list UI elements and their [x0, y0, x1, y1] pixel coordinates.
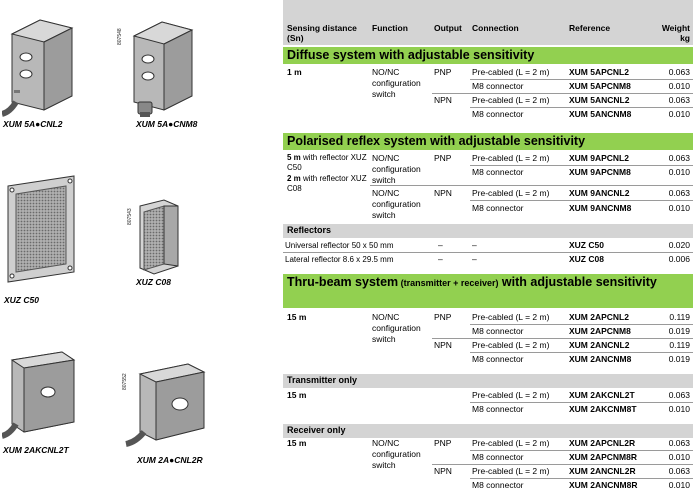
thru-row3-output: NPN [434, 340, 452, 350]
thru-row1-weight: 0.119 [669, 312, 690, 322]
reflector-row2-label: Lateral reflector 8.6 x 29.5 mm [285, 255, 394, 264]
diffuse-row1-output: PNP [434, 67, 452, 77]
polarised-row3-weight: 0.063 [668, 188, 690, 198]
polarised-d2-rest: with reflector XUZ C08 [287, 174, 367, 193]
receiver-row4-reference: XUM 2ANCNM8R [569, 480, 638, 490]
diffuse-row2-weight: 0.010 [668, 81, 690, 91]
polarised-d1-rest: with reflector XUZ C50 [287, 153, 367, 172]
sensor-image-xum2akcnl2t [2, 348, 82, 448]
header-reference: Reference [569, 23, 611, 33]
thru-row2-reference: XUM 2APCNM8 [569, 326, 631, 336]
polarised-row3-output: NPN [434, 188, 452, 198]
figure-id-b: 807548 [117, 28, 123, 45]
section-polarised-title: Polarised reflex system with adjustable sensitivity [283, 133, 693, 150]
transmitter-row2-reference: XUM 2AKCNM8T [569, 404, 637, 414]
thru-row3-connection: Pre-cabled (L = 2 m) [472, 340, 550, 350]
header-function: Function [372, 23, 408, 33]
polarised-row1-weight: 0.063 [668, 153, 690, 163]
polarised-function-pnp: NO/NC configuration switch [372, 153, 421, 185]
receiver-row1-connection: Pre-cabled (L = 2 m) [472, 438, 550, 448]
thru-distance: 15 m [287, 312, 307, 322]
diffuse-distance: 1 m [287, 67, 302, 77]
thru-title-b: with adjustable sensitivity [498, 275, 657, 289]
receiver-row3-weight: 0.063 [668, 466, 690, 476]
polarised-d2-bold: 2 m [287, 174, 301, 183]
diffuse-function: NO/NC configuration switch [372, 67, 421, 99]
section-thru-title [283, 274, 693, 308]
thru-row3-weight: 0.119 [669, 340, 690, 350]
thru-row1-output: PNP [434, 312, 452, 322]
sensor-image-xum5a-cnm8 [124, 14, 204, 124]
section-diffuse-title: Diffuse system with adjustable sensitivity [283, 47, 693, 64]
receiver-row4-weight: 0.010 [668, 480, 690, 490]
receiver-row3-output: NPN [434, 466, 452, 476]
reflector-row1-function: – [438, 240, 443, 250]
transmitter-row1-reference: XUM 2AKCNL2T [569, 390, 635, 400]
thru-row2-connection: M8 connector [472, 326, 524, 336]
thru-row4-weight: 0.019 [668, 354, 690, 364]
polarised-row3-connection: Pre-cabled (L = 2 m) [472, 188, 550, 198]
diffuse-row3-connection: Pre-cabled (L = 2 m) [472, 95, 550, 105]
caption-xum2a-cnl2r: XUM 2A●CNL2R [137, 455, 203, 465]
sensor-image-xum2a-cnl2r [124, 358, 214, 458]
receiver-row1-weight: 0.063 [668, 438, 690, 448]
polarised-row1-connection: Pre-cabled (L = 2 m) [472, 153, 550, 163]
diffuse-row3-reference: XUM 5ANCNL2 [569, 95, 630, 105]
transmitter-row1-connection: Pre-cabled (L = 2 m) [472, 390, 550, 400]
reflector-image-xuzc50 [2, 172, 82, 292]
receiver-row1-reference: XUM 2APCNL2R [569, 438, 636, 448]
header-weight: Weight kg [661, 23, 690, 43]
table-header [283, 0, 693, 45]
reflector-row2-output: – [472, 254, 477, 264]
reflector-row1-output: – [472, 240, 477, 250]
polarised-row4-weight: 0.010 [668, 203, 690, 213]
reflector-row2-function: – [438, 254, 443, 264]
polarised-row2-connection: M8 connector [472, 167, 524, 177]
caption-xuzc50: XUZ C50 [4, 295, 39, 305]
transmitter-row2-connection: M8 connector [472, 404, 524, 414]
thru-function: NO/NC configuration switch [372, 312, 421, 344]
section-transmitter-title: Transmitter only [283, 374, 693, 388]
caption-xum5a-cnl2: XUM 5A●CNL2 [3, 119, 63, 129]
transmitter-distance: 15 m [287, 390, 307, 400]
receiver-function: NO/NC configuration switch [372, 438, 421, 470]
reflector-row2-weight: 0.006 [668, 254, 690, 264]
diffuse-row2-connection: M8 connector [472, 81, 524, 91]
diffuse-row4-weight: 0.010 [668, 109, 690, 119]
caption-xum5a-cnm8: XUM 5A●CNM8 [136, 119, 198, 129]
reflector-row1-label: Universal reflector 50 x 50 mm [285, 241, 394, 250]
diffuse-row1-reference: XUM 5APCNL2 [569, 67, 629, 77]
section-receiver-title: Receiver only [283, 424, 693, 438]
thru-title-small: (transmitter + receiver) [398, 278, 499, 288]
polarised-row1-reference: XUM 9APCNL2 [569, 153, 629, 163]
receiver-row2-connection: M8 connector [472, 452, 524, 462]
polarised-row4-connection: M8 connector [472, 203, 524, 213]
receiver-distance: 15 m [287, 438, 307, 448]
caption-xuzc08: XUZ C08 [136, 277, 171, 287]
thru-row2-weight: 0.019 [668, 326, 690, 336]
transmitter-row1-weight: 0.063 [668, 390, 690, 400]
reflector-row2-reference: XUZ C08 [569, 254, 604, 264]
polarised-function-npn: NO/NC configuration switch [372, 188, 421, 220]
diffuse-row3-output: NPN [434, 95, 452, 105]
receiver-row4-connection: M8 connector [472, 480, 524, 490]
figure-id-d: 807543 [127, 208, 133, 225]
header-connection: Connection [472, 23, 519, 33]
diffuse-row1-connection: Pre-cabled (L = 2 m) [472, 67, 550, 77]
diffuse-row3-weight: 0.063 [668, 95, 690, 105]
thru-row4-connection: M8 connector [472, 354, 524, 364]
polarised-row2-weight: 0.010 [668, 167, 690, 177]
polarised-distance-2 [287, 174, 371, 193]
polarised-row2-reference: XUM 9APCNM8 [569, 167, 631, 177]
polarised-row4-reference: XUM 9ANCNM8 [569, 203, 632, 213]
polarised-d1-bold: 5 m [287, 153, 301, 162]
caption-xum2akcnl2t: XUM 2AKCNL2T [3, 445, 69, 455]
receiver-row3-connection: Pre-cabled (L = 2 m) [472, 466, 550, 476]
diffuse-row4-reference: XUM 5ANCNM8 [569, 109, 632, 119]
reflector-image-xuzc08 [134, 198, 184, 278]
transmitter-row2-weight: 0.010 [668, 404, 690, 414]
header-output: Output [434, 23, 462, 33]
reflector-row1-weight: 0.020 [668, 240, 690, 250]
thru-row4-reference: XUM 2ANCNM8 [569, 354, 632, 364]
polarised-distance-1 [287, 153, 371, 172]
thru-row3-reference: XUM 2ANCNL2 [569, 340, 630, 350]
reflector-row1-reference: XUZ C50 [569, 240, 604, 250]
diffuse-row2-reference: XUM 5APCNM8 [569, 81, 631, 91]
thru-title-a: Thru-beam system [287, 275, 399, 289]
diffuse-row1-weight: 0.063 [668, 67, 690, 77]
diffuse-row4-connection: M8 connector [472, 109, 524, 119]
sensor-image-xum5a-cnl2 [2, 12, 82, 122]
polarised-row3-reference: XUM 9ANCNL2 [569, 188, 630, 198]
receiver-row1-output: PNP [434, 438, 452, 448]
receiver-row2-reference: XUM 2APCNM8R [569, 452, 638, 462]
receiver-row2-weight: 0.010 [668, 452, 690, 462]
thru-row1-reference: XUM 2APCNL2 [569, 312, 629, 322]
figure-id-f: 807552 [122, 373, 128, 390]
receiver-row3-reference: XUM 2ANCNL2R [569, 466, 636, 476]
thru-row1-connection: Pre-cabled (L = 2 m) [472, 312, 550, 322]
polarised-row1-output: PNP [434, 153, 452, 163]
section-reflectors-title: Reflectors [283, 224, 693, 238]
header-sensing: Sensing distance (Sn) [287, 23, 357, 43]
